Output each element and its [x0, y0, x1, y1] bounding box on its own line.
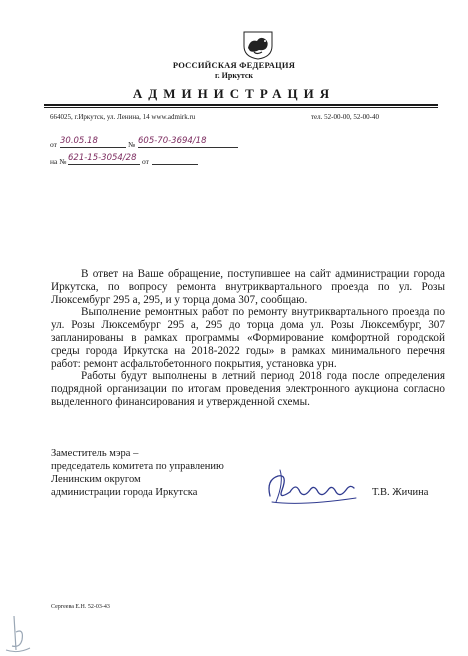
phone-line: тел. 52-00-00, 52-00-40: [311, 113, 379, 121]
executor-note: Сергеева Е.Н. 52-03-43: [51, 604, 110, 610]
city-name: г. Иркутск: [214, 71, 254, 80]
paragraph: В ответ на Ваше обращение, поступившее на сайт администрации города Иркутска, по вопросу ремонта внутриквартального проезда по ул. Розы Люксембург 295 а, 295, и у торца дома 307, сообщаю.: [51, 268, 445, 306]
reply-prefix: на №: [50, 157, 67, 166]
header-divider-thin: [44, 107, 438, 108]
organization-title: АДМИНИСТРАЦИЯ: [132, 86, 336, 101]
from-prefix: от: [50, 140, 57, 149]
incoming-number: 621-15-3054/28: [68, 153, 140, 165]
signatory-title-line: администрации города Иркутска: [51, 487, 198, 498]
letter-date: 30.05.18: [60, 136, 126, 148]
number-sign: №: [128, 140, 136, 149]
signatory-title: [51, 447, 224, 499]
signatory-title-line: Ленинским округом: [51, 474, 141, 485]
paragraph: Работы будут выполнены в летний период 2018 года после определения подрядной организации по итогам проведения электронного аукциона согласно выделенного финансирования и утвержденной схемы.: [51, 370, 445, 408]
reply-date-prefix: от: [142, 157, 149, 166]
outgoing-number: 605-70-3694/18: [138, 136, 238, 148]
paragraph: Выполнение ремонтных работ по ремонту внутриквартального проезда по ул. Розы Люксембург 295 а, 295 до торца дома ул. Розы Люксембург, 307 запланированы в рамках программы «Формирование комфортной городской среды города Иркутска на 2018-2022 годы» в рамках минимального перечня работ: ремонт асфальтобетонного покрытия, установка урн.: [51, 306, 445, 370]
handwritten-signature: [262, 462, 362, 512]
signatory-title-line: Заместитель мэра –: [51, 448, 139, 459]
signatory-name: Т.В. Жичина: [372, 487, 429, 498]
corner-mark-icon: [0, 612, 40, 656]
coat-of-arms-icon: [238, 30, 278, 60]
header-divider: [44, 104, 438, 106]
signatory-title-line: председатель комитета по управлению: [51, 461, 224, 472]
country-name: РОССИЙСКАЯ ФЕДЕРАЦИЯ: [172, 60, 296, 70]
incoming-date: [152, 153, 198, 165]
address-line: 664025, г.Иркутск, ул. Ленина, 14 www.admirk.ru: [50, 113, 196, 121]
letter-body: [51, 268, 445, 409]
